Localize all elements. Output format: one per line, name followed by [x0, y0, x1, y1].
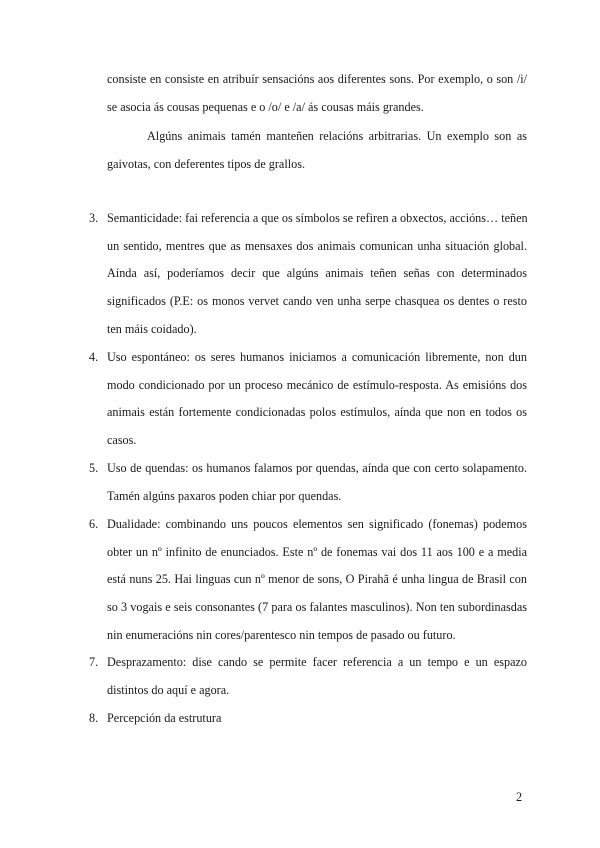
text-line: ten máis coidado). [107, 321, 197, 336]
page-number: 2 [516, 790, 523, 804]
text-line: distintos do aquí e agora. [107, 682, 230, 697]
text-line: se asocia ás cousas pequenas e o /o/ e /a/ ás cousas máis grandes. [107, 99, 424, 114]
text-line: so 3 vogais e seis consonantes (7 para os falantes masculinos). Non ten subordinasdas [107, 600, 527, 615]
list-number: 3. [89, 211, 99, 225]
text-line: Uso espontáneo: os seres humanos iniciamos a comunicación libremente, non dun [107, 350, 527, 364]
text-line: Desprazamento: dise cando se permite facer referencia a un tempo e un espazo [107, 655, 527, 669]
list-number: 4. [89, 350, 99, 364]
text-line: animais están fortemente condicionadas polos estímulos, aínda que non en todos os [107, 405, 527, 420]
list-item-text [107, 344, 527, 455]
list-number: 8. [89, 711, 99, 725]
text-line: un sentido, mentres que as mensaxes dos animais comunican unha situación global. [107, 238, 527, 253]
list-item-text [107, 455, 527, 510]
intro-paragraph-2 [107, 123, 527, 178]
text-line: casos. [107, 433, 137, 448]
intro-paragraph-1 [107, 66, 527, 121]
text-line: Semanticidade: fai referencia a que os símbolos se refiren a obxectos, accións… teñen [107, 211, 528, 225]
list-number: 7. [89, 655, 99, 669]
text-line: significados (P.E: os monos vervet cando ven unha serpe chasquea os dentes o resto [107, 294, 527, 309]
list-item-text [107, 705, 527, 733]
list-item-text [107, 205, 527, 343]
text-line: Dualidade: combinando uns poucos elementos sen significado (fonemas) podemos [107, 517, 527, 531]
text-line: gaivotas, con deferentes tipos de grallos. [107, 156, 305, 171]
text-line: obter un nº infinito de enunciados. Este nº de fonemas vai dos 11 aos 100 e a media [107, 544, 527, 559]
text-line: Aínda así, poderíamos decir que algúns animais teñen señas con determinados [107, 266, 527, 281]
list-item-text [107, 649, 527, 704]
text-line: consiste en consiste en atribuír sensacións aos diferentes sons. Por exemplo, o son /i/ [107, 72, 527, 86]
text-line: Uso de quendas: os humanos falamos por quendas, aínda que con certo solapamento. [107, 461, 527, 475]
list-number: 5. [89, 461, 99, 475]
text-line: nin enumeracións nin cores/parentesco nin tempos de pasado ou futuro. [107, 627, 456, 642]
text-line: Algúns animais tamén manteñen relacións arbitrarias. Un exemplo son as [147, 129, 527, 143]
list-item-text [107, 511, 527, 649]
text-line: está nuns 25. Hai linguas cun nº menor de sons, O Pirahã é unha lingua de Brasil con [107, 572, 527, 587]
text-line: Tamén algúns paxaros poden chiar por quendas. [107, 488, 342, 503]
list-number: 6. [89, 517, 99, 531]
text-line: Percepción da estrutura [107, 711, 222, 725]
text-line: modo condicionado por un proceso mecánico de estímulo-resposta. As emisións dos [107, 377, 527, 392]
